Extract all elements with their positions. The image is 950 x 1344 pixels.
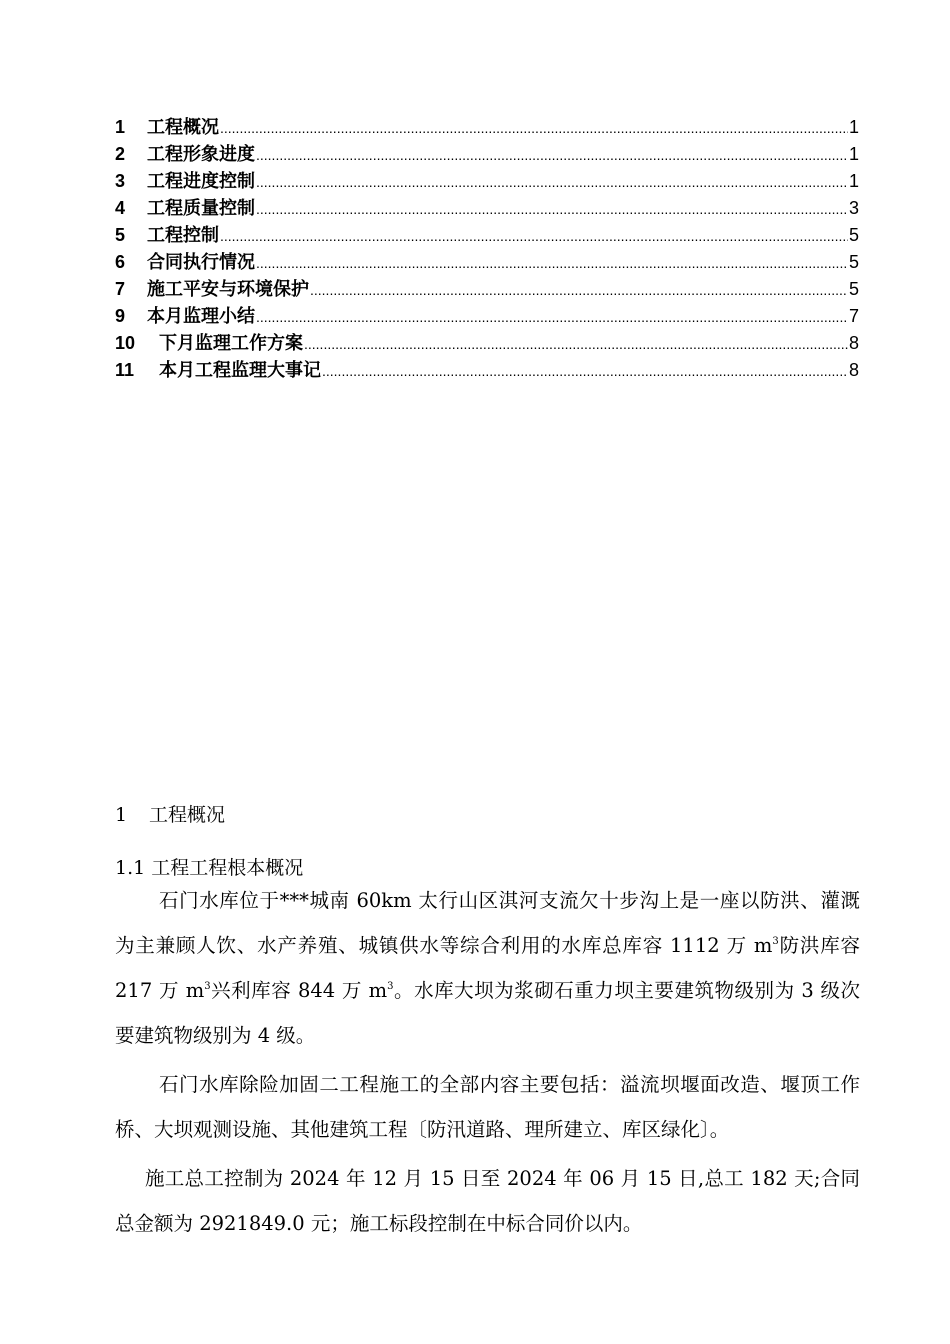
toc-entry-number: 10	[115, 333, 136, 353]
toc-entry-title: 工程控制	[147, 225, 219, 245]
paragraph: 石门水库除险加固二工程施工的全部内容主要包括：溢流坝堰面改造、堰顶工作桥、大坝观测设施、其他建筑工程〔防汛道路、理所建立、库区绿化〕。	[115, 1073, 860, 1141]
toc-entry[interactable]	[115, 114, 859, 141]
toc-entry-title: 合同执行情况	[147, 252, 255, 272]
paragraph	[115, 878, 860, 1058]
toc-leader-dots	[256, 304, 848, 331]
superscript: 3	[204, 981, 211, 992]
toc-entry-title: 工程质量控制	[147, 198, 255, 218]
toc-entry-page: 8	[848, 360, 859, 380]
toc-entry-title: 下月监理工作方案	[159, 333, 303, 353]
section-number: 1	[115, 804, 128, 826]
toc-entry[interactable]	[115, 168, 859, 195]
toc-entry-number: 1	[115, 117, 126, 137]
toc-entry-page: 5	[848, 279, 859, 299]
toc-leader-dots	[304, 331, 848, 358]
toc-entry[interactable]	[115, 222, 859, 249]
toc-entry[interactable]	[115, 357, 859, 384]
superscript: 3	[772, 936, 779, 947]
toc-entry-number: 3	[115, 171, 126, 191]
text-run: 防洪库容 217 万 m	[115, 934, 860, 1002]
toc-entry[interactable]	[115, 303, 859, 330]
toc-leader-dots	[256, 250, 848, 277]
toc-entry-page: 1	[848, 171, 859, 191]
table-of-contents	[115, 114, 859, 384]
toc-leader-dots	[220, 115, 848, 142]
toc-entry-title: 工程进度控制	[147, 171, 255, 191]
toc-entry-title: 工程概况	[147, 117, 219, 137]
toc-leader-dots	[310, 277, 848, 304]
toc-entry-number: 6	[115, 252, 126, 272]
toc-entry[interactable]	[115, 249, 859, 276]
toc-entry-number: 4	[115, 198, 126, 218]
toc-leader-dots	[256, 169, 848, 196]
toc-entry-number: 9	[115, 306, 126, 326]
toc-leader-dots	[256, 196, 848, 223]
toc-entry-number: 11	[115, 360, 135, 380]
toc-entry[interactable]	[115, 276, 859, 303]
toc-entry-page: 5	[848, 225, 859, 245]
toc-entry-page: 1	[848, 117, 859, 137]
paragraph: 施工总工控制为 2024 年 12 月 15 日至 2024 年 06 月 15 日,总工 182 天;合同总金额为 2921849.0 元；施工标段控制在中标合同价以内。	[115, 1167, 860, 1235]
subsection-heading: 1.1 工程工程根本概况	[115, 857, 304, 879]
toc-entry[interactable]	[115, 330, 859, 357]
toc-entry-title: 本月监理小结	[147, 306, 255, 326]
toc-leader-dots	[256, 142, 848, 169]
toc-entry-number: 7	[115, 279, 126, 299]
toc-entry-page: 1	[848, 144, 859, 164]
toc-entry-number: 2	[115, 144, 126, 164]
toc-entry[interactable]	[115, 195, 859, 222]
toc-entry-page: 8	[848, 333, 859, 353]
toc-entry-title: 工程形象进度	[147, 144, 255, 164]
text-run: 。水库大坝为浆砌石重力坝主要建筑物级别为 3 级次要建筑物级别为 4 级。	[115, 979, 860, 1047]
section-title: 工程概况	[149, 804, 226, 826]
toc-entry-title: 本月工程监理大事记	[159, 360, 321, 380]
toc-entry-page: 7	[848, 306, 859, 326]
text-run: 兴利库容 844 万 m	[210, 979, 388, 1002]
superscript: 3	[387, 981, 394, 992]
toc-entry[interactable]	[115, 141, 859, 168]
section-heading	[115, 800, 860, 827]
body-text	[115, 878, 860, 1246]
toc-entry-page: 5	[848, 252, 859, 272]
toc-leader-dots	[322, 358, 848, 385]
text-run: 石门水库位于***城南 60km 太行山区淇河支流欠十步沟上是一座以防洪、灌溉为主兼顾人饮、水产养殖、城镇供水等综合利用的水库总库容 1112 万 m	[115, 889, 860, 957]
toc-leader-dots	[220, 223, 848, 250]
toc-entry-number: 5	[115, 225, 126, 245]
toc-entry-page: 3	[848, 198, 859, 218]
toc-entry-title: 施工平安与环境保护	[147, 279, 309, 299]
